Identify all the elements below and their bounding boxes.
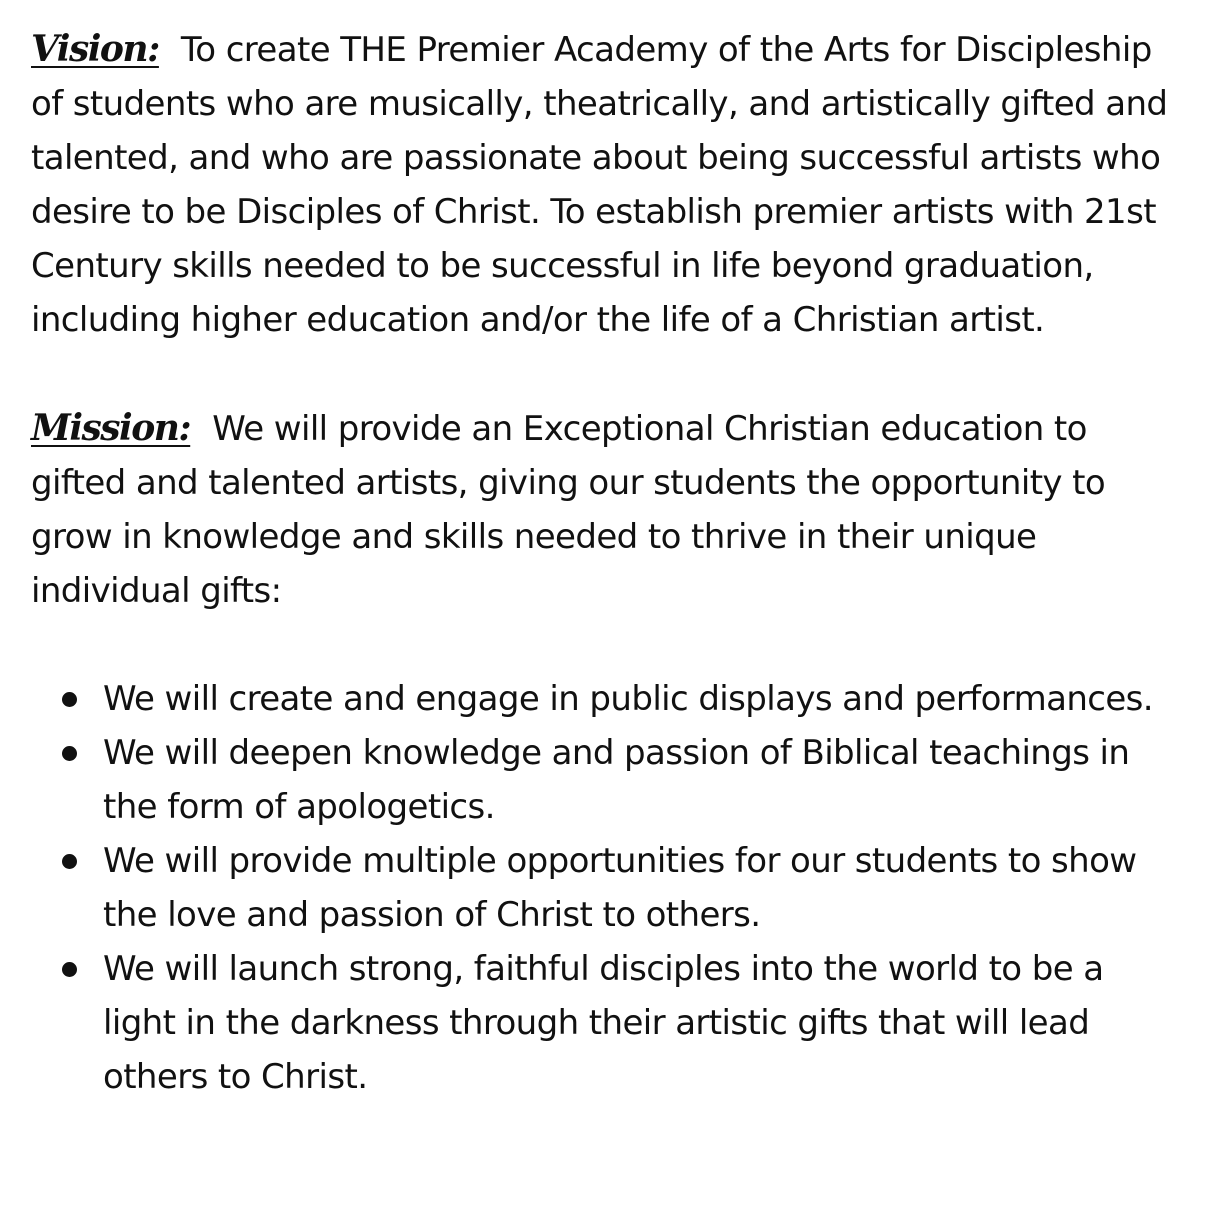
list-item — [31, 726, 1181, 834]
mission-text: We will provide an Exceptional Christian education to gifted and talented artists, giving our students the opportunity to grow in knowledge and skills needed to thrive in their unique individual gifts: — [31, 409, 1106, 611]
list-item — [31, 942, 1181, 1104]
goal-text: We will launch strong, faithful disciples into the world to be a light in the darkness through their artistic gifts that will lead others to Christ. — [103, 949, 1104, 1097]
mission-goal-list — [31, 672, 1181, 1104]
bullet-icon — [62, 746, 77, 761]
vision-heading: Vision: — [31, 28, 159, 70]
goal-text: We will deepen knowledge and passion of Biblical teachings in the form of apologetics. — [103, 733, 1130, 827]
vision-paragraph — [31, 22, 1181, 347]
mission-paragraph — [31, 401, 1181, 618]
mission-heading: Mission: — [31, 407, 191, 449]
vision-text: To create THE Premier Academy of the Arts for Discipleship of students who are musically, theatrically, and artistically gifted and talented, and who are passionate about being successful artists who desire to be Disciples of Christ. To establish premier artists with 21st Century skills needed to be successful in life beyond graduation, including higher education and/or the life of a Christian artist. — [31, 30, 1168, 340]
bullet-icon — [62, 854, 77, 869]
list-item — [31, 834, 1181, 942]
goal-text: We will provide multiple opportunities for our students to show the love and passion of Christ to others. — [103, 841, 1137, 935]
bullet-icon — [62, 692, 77, 707]
document-page — [31, 22, 1181, 1104]
goal-text: We will create and engage in public displays and performances. — [103, 679, 1154, 719]
bullet-icon — [62, 962, 77, 977]
list-item — [31, 672, 1181, 726]
